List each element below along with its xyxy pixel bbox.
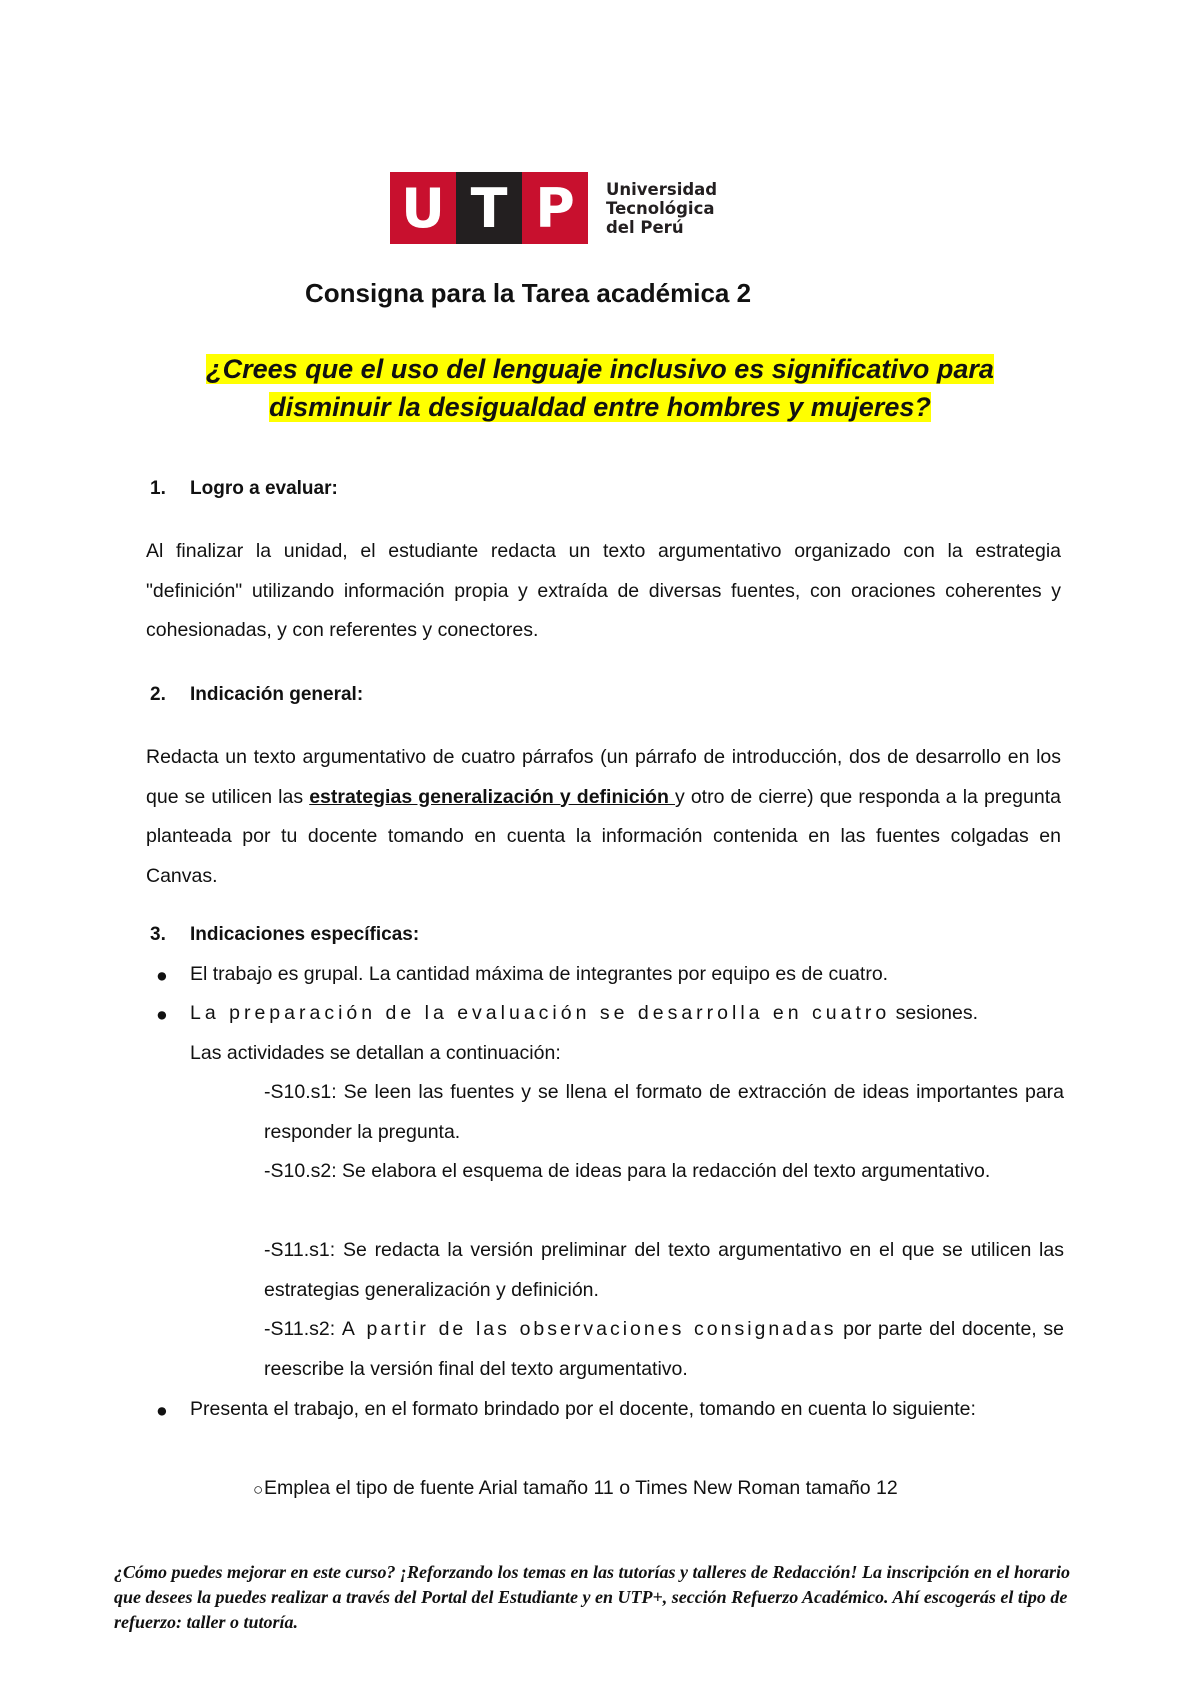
section-2-number: 2.: [150, 684, 166, 705]
section-1-text: [146, 532, 1061, 651]
section-2-text-after: y otro de cierre) que responda a la pregunta planteada por tu docente tomando en cuenta la información contenida en las fuentes colgadas en Canvas.: [146, 785, 1061, 887]
session-s10-s1: -S10.s1: Se leen las fuentes y se llena el formato de extracción de ideas importantes para responder la pregunta.: [264, 1081, 1064, 1143]
section-2-paragraph: [146, 738, 1061, 896]
bullet-2-end: sesiones.: [890, 1002, 979, 1024]
section-1-heading: [150, 478, 338, 500]
s11s2-rest: por parte del docente, se reescribe la versión final del texto argumentativo.: [264, 1318, 1064, 1380]
section-2-emphasis: estrategias generalización y definición: [309, 785, 675, 808]
logo-wordmark: [606, 180, 717, 237]
bullet-icon: ●: [156, 1400, 168, 1422]
section-3-title: Indicaciones específicas:: [190, 924, 420, 945]
circle-item-1: Emplea el tipo de fuente Arial tamaño 11 o Times New Roman tamaño 12: [264, 1477, 898, 1499]
footer-note: ¿Cómo puedes mejorar en este curso? ¡Reforzando los temas en las tutorías y talleres de Redacción! La inscripción en el horario que desees la puedes realizar a través del Portal del Estudiante y en UTP+, sección Refuerzo Académico. Ahí escogerás el tipo de refuerzo: taller o tutoría.: [114, 1562, 1071, 1632]
section-1-number: 1.: [150, 478, 166, 499]
logo-letter-u: U: [390, 172, 456, 244]
logo-letter-t: T: [456, 172, 522, 244]
logo-line-2: Tecnológica: [606, 198, 715, 218]
question-line-1: ¿Crees que el uso del lenguaje inclusivo es significativo para: [206, 354, 994, 384]
section-2-heading: [150, 684, 363, 706]
bullet-1-text: El trabajo es grupal. La cantidad máxima de integrantes por equipo es de cuatro.: [190, 963, 889, 985]
section-2-title: Indicación general:: [190, 684, 364, 705]
s11s2-spaced-text: A partir de las observaciones consignadas: [341, 1318, 837, 1340]
section-3-number: 3.: [150, 924, 166, 945]
logo-line-3: del Perú: [606, 217, 684, 237]
guiding-question: [100, 350, 1100, 426]
section-3-heading: [150, 924, 419, 946]
circle-bullet-icon: ○: [253, 1480, 264, 1499]
bullet-3-text: Presenta el trabajo, en el formato brindado por el docente, tomando en cuenta lo siguiente:: [190, 1398, 976, 1420]
section-2-text-before: Redacta un texto argumentativo de cuatro párrafos (un párrafo de introducción, dos de desarrollo en los que se utilicen las: [146, 746, 1061, 808]
bullet-2-text: [190, 994, 1070, 1073]
section-1-title: Logro a evaluar:: [190, 478, 338, 499]
page-title: Consigna para la Tarea académica 2: [305, 278, 752, 308]
section-1-paragraph: Al finalizar la unidad, el estudiante redacta un texto argumentativo organizado con la estrategia "definición" utilizando información propia y extraída de diversas fuentes, con oraciones coherentes y cohesionadas, y con referentes y conectores.: [146, 540, 1061, 641]
s11s2-label: -S11.s2:: [264, 1318, 342, 1340]
bullet-icon: ●: [156, 1004, 168, 1026]
logo-letter-p: P: [522, 172, 588, 244]
utp-logo: [390, 172, 717, 244]
logo-line-1: Universidad: [606, 179, 718, 199]
question-line-2: disminuir la desigualdad entre hombres y mujeres?: [269, 392, 931, 422]
session-s10-s2: -S10.s2: Se elabora el esquema de ideas para la redacción del texto argumentativo.: [264, 1160, 991, 1182]
bullet-icon: ●: [156, 965, 168, 987]
session-s11-s2: [264, 1310, 1064, 1389]
bullet-2-spaced-text: La preparación de la evaluación se desarrolla en cuatro: [190, 1002, 891, 1024]
session-s11-s1: -S11.s1: Se redacta la versión preliminar del texto argumentativo en el que se utilicen las estrategias generalización y definición.: [264, 1239, 1064, 1301]
bullet-2-followup: Las actividades se detallan a continuación:: [190, 1041, 561, 1064]
section-2-text: [146, 738, 1061, 896]
utp-logo-mark: [390, 172, 588, 244]
